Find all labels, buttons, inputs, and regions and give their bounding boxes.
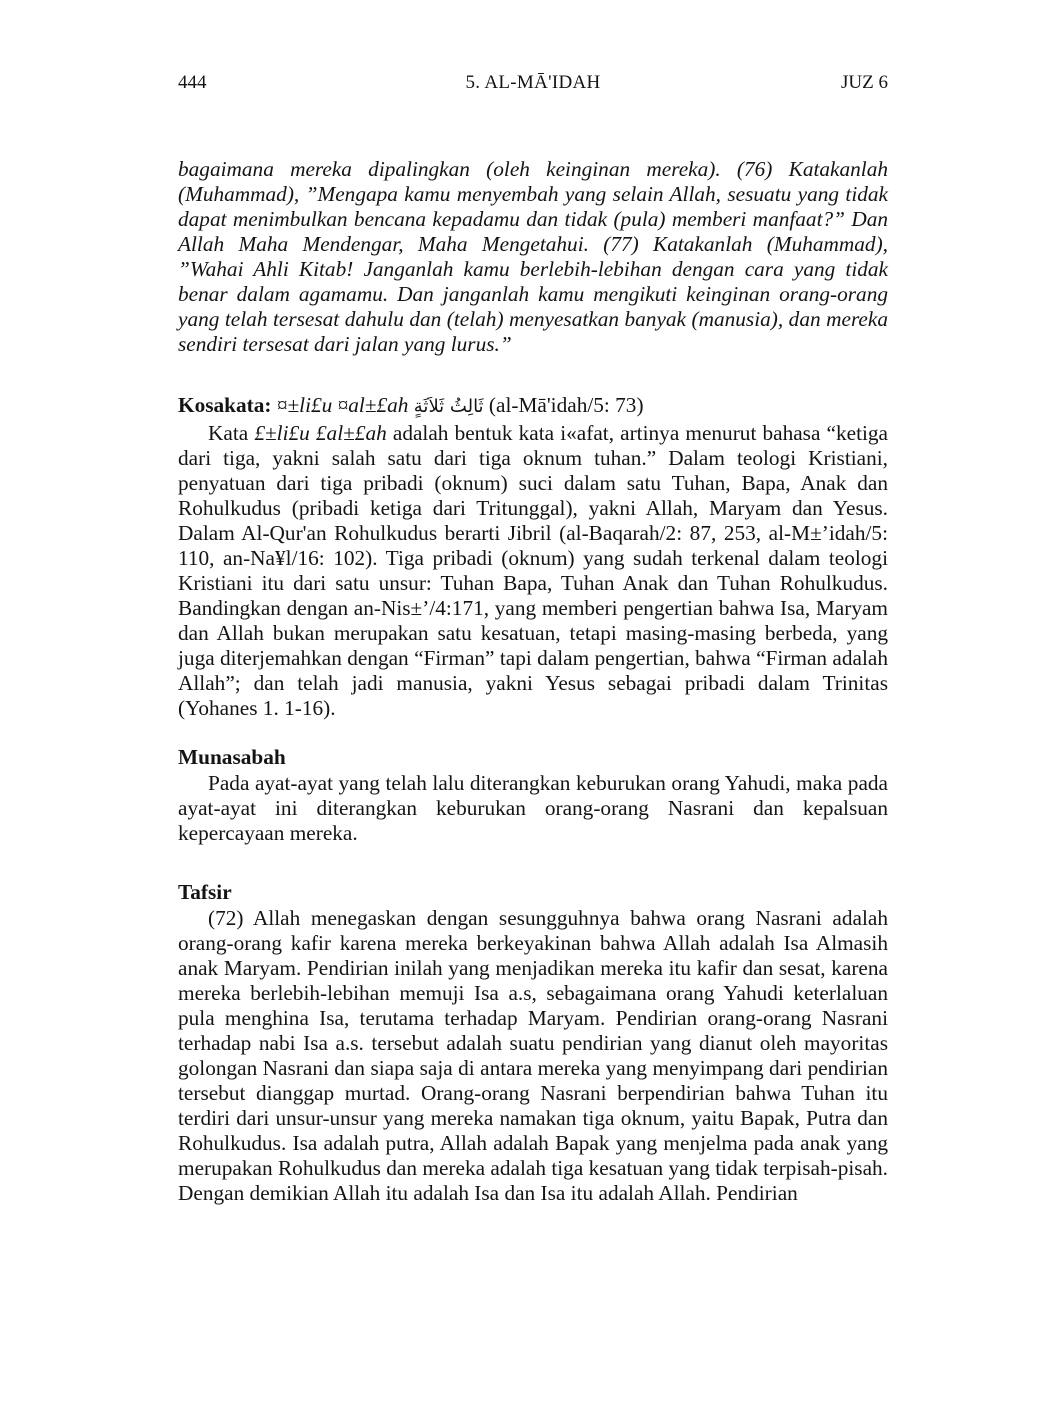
running-header — [178, 72, 888, 100]
kosakata-label: Kosakata: — [178, 393, 272, 417]
tafsir-paragraph: (72) Allah menegaskan dengan sesungguhnya bahwa orang Nasrani adalah orang-orang kafir karena mereka berkeyakinan bahwa Allah adalah Isa Almasih anak Maryam. Pendirian inilah yang menjadikan mereka itu kafir dan sesat, karena mereka berlebih-lebihan memuji Isa a.s, sebagaimana orang Yahudi keterlaluan pula menghina Isa, terutama terhadap Maryam. Pendirian orang-orang Nasrani terhadap nabi Isa a.s. tersebut adalah suatu pendirian yang dianut oleh mayoritas golongan Nasrani dan siapa saja di antara mereka yang menyimpang dari pendirian tersebut dianggap murtad. Orang-orang Nasrani berpendirian bahwa Tuhan itu terdiri dari unsur-unsur yang mereka namakan tiga oknum, yaitu Bapak, Putra dan Rohulkudus. Isa adalah putra, Allah adalah Bapak yang menjelma pada anak yang merupakan Rohulkudus dan mereka adalah tiga kesatuan yang tidak terpisah-pisah. Dengan demikian Allah itu adalah Isa dan Isa itu adalah Allah. Pendirian — [178, 906, 888, 1205]
munasabah-paragraph: Pada ayat-ayat yang telah lalu diterangkan keburukan orang Yahudi, maka pada ayat-ayat ini diterangkan keburukan orang-orang Nasrani dan kepalsuan kepercayaan mereka. — [178, 771, 888, 845]
kosakata-paragraph — [178, 421, 888, 721]
page-number: 444 — [178, 72, 207, 93]
translation-paragraph: bagaimana mereka dipalingkan (oleh keinginan mereka). (76) Katakanlah (Muhammad), ”Mengapa kamu menyembah yang selain Allah, sesuatu yang tidak dapat menimbulkan bencana kepadamu dan tidak (pula) memberi manfaat?” Dan Allah Maha Mendengar, Maha Mengetahui. (77) Katakanlah (Muhammad), ”Wahai Ahli Kitab! Janganlah kamu berlebih-lebihan dengan cara yang tidak benar dalam agamamu. Dan janganlah kamu mengikuti keinginan orang-orang yang telah tersesat dahulu dan (telah) menyesatkan banyak (manusia), dan mereka sendiri tersesat dari jalan yang lurus.” — [178, 157, 888, 356]
tafsir-heading: Tafsir — [178, 880, 232, 904]
juz-label: JUZ 6 — [841, 72, 888, 93]
munasabah-heading: Munasabah — [178, 745, 286, 769]
page-content — [178, 157, 888, 1206]
surah-title: 5. AL-MĀ'IDAH — [465, 72, 601, 93]
kosakata-body-term: £±li£u £al±£ah — [254, 421, 387, 445]
kosakata-body-text: adalah bentuk kata i«afat, artinya menurut bahasa “ketiga dari tiga, yakni salah satu dari tiga oknum tuhan.” Dalam teologi Kristiani, penyatuan dari tiga pribadi (oknum) suci dalam satu Tuhan, Bapa, Anak dan Rohulkudus (pribadi ketiga dari Tritunggal), yakni Allah, Maryam dan Yesus. Dalam Al-Qur'an Rohulkudus berarti Jibril (al-Baqarah/2: 87, 253, al-M±’idah/5: 110, an-Na¥l/16: 102). Tiga pribadi (oknum) yang sudah terkenal dalam teologi Kristiani itu dari satu unsur: Tuhan Bapa, Tuhan Anak dan Tuhan Rohulkudus. Bandingkan dengan an-Nis±’/4:171, yang memberi pengertian bahwa Isa, Maryam dan Allah bukan merupakan satu kesatuan, tetapi masing-masing berbeda, yang juga diterjemahkan dengan “Firman” tapi dalam pengertian, bahwa “Firman adalah Allah”; dan telah jadi manusia, yakni Yesus sebagai pribadi dalam Trinitas (Yohanes 1. 1-16). — [178, 421, 889, 720]
kosakata-body-prefix: Kata — [208, 421, 255, 445]
kosakata-term: ¤±li£u ¤al±£ah — [276, 393, 409, 417]
arabic-term: ثَالِثُ ثَلاَثَةٍ — [413, 396, 484, 417]
kosakata-reference: (al-Mā'idah/5: 73) — [488, 393, 644, 417]
kosakata-heading — [178, 391, 888, 421]
